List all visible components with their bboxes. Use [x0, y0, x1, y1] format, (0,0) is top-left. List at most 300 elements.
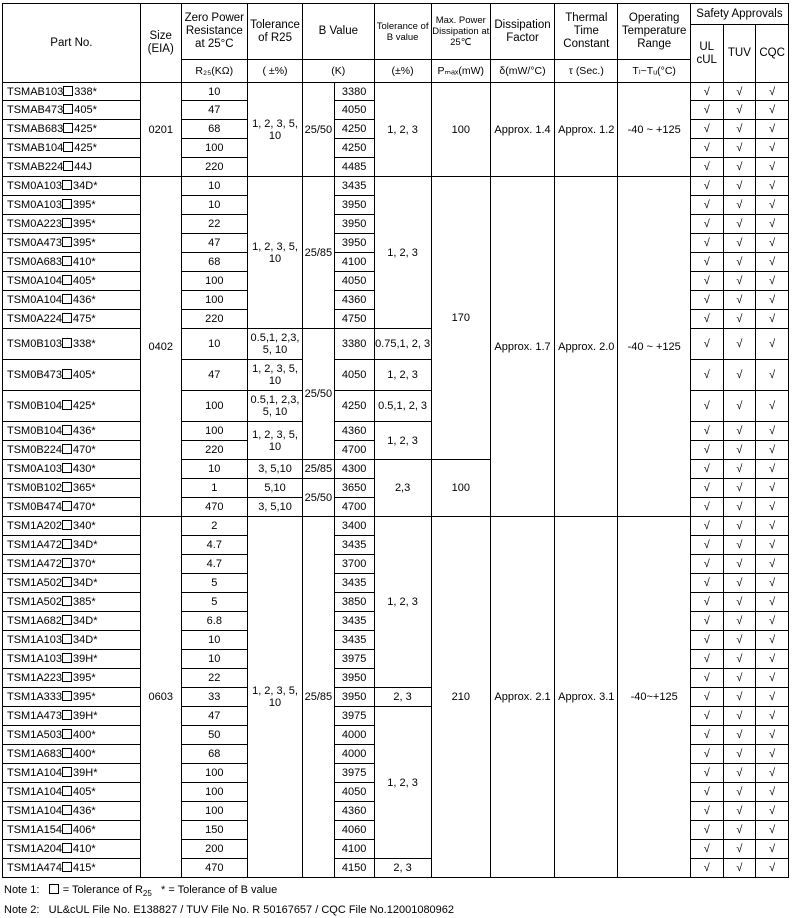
pmax-g2a: 170: [431, 177, 490, 460]
r25-value: 47: [181, 360, 247, 391]
tolerance-box-icon: [62, 596, 72, 606]
r25-value: 470: [181, 859, 247, 878]
tol-r25-g3: 1, 2, 3, 5, 10: [247, 517, 302, 878]
part-suffix: 34D*: [73, 180, 98, 192]
r25-value: 68: [181, 253, 247, 272]
approval-check-icon: √: [756, 840, 789, 859]
part-suffix: 395*: [73, 691, 96, 703]
part-prefix: TSM0A223: [7, 218, 63, 230]
part-suffix: 395*: [73, 199, 96, 211]
approval-check-icon: √: [756, 422, 789, 441]
tolerance-box-icon: [62, 843, 72, 853]
table-row: [3, 83, 789, 101]
approval-check-icon: √: [723, 498, 756, 517]
b-value: 3950: [334, 669, 374, 688]
part-suffix: 425*: [74, 123, 97, 135]
tolerance-box-icon: [62, 199, 72, 209]
approval-check-icon: √: [723, 726, 756, 745]
r25-value: 100: [181, 272, 247, 291]
r25-value: 10: [181, 329, 247, 360]
part-prefix: TSM0A104: [7, 294, 63, 306]
approval-check-icon: √: [690, 859, 723, 878]
part-prefix: TSMAB473: [7, 104, 64, 116]
approval-check-icon: √: [723, 391, 756, 422]
tol-b-g3a: 1, 2, 3: [374, 517, 431, 688]
approval-check-icon: √: [690, 726, 723, 745]
approval-check-icon: √: [723, 688, 756, 707]
part-prefix: TSM1A104: [7, 805, 63, 817]
r25-value: 100: [181, 291, 247, 310]
tol-b-r13: 0.75,1, 2, 3: [374, 329, 431, 360]
approval-check-icon: √: [723, 517, 756, 536]
part-prefix: TSM0A103: [7, 199, 63, 211]
b-value: 3435: [334, 177, 374, 196]
r25-value: 68: [181, 745, 247, 764]
approval-check-icon: √: [690, 631, 723, 650]
part-prefix: TSM1A223: [7, 672, 63, 684]
approval-check-icon: √: [756, 272, 789, 291]
approval-check-icon: √: [723, 253, 756, 272]
approval-check-icon: √: [756, 821, 789, 840]
approval-check-icon: √: [723, 234, 756, 253]
part-no: [3, 83, 141, 101]
part-suffix: 400*: [73, 748, 96, 760]
part-no: [3, 840, 141, 859]
approval-check-icon: √: [723, 139, 756, 158]
part-prefix: TSM0B104: [7, 400, 63, 412]
part-prefix: TSM0A224: [7, 313, 63, 325]
part-suffix: 405*: [73, 786, 96, 798]
b-value: 3950: [334, 688, 374, 707]
b-value: 4250: [334, 120, 374, 139]
approval-check-icon: √: [690, 83, 723, 101]
pmax-g2b: 100: [431, 460, 490, 517]
approval-check-icon: √: [756, 196, 789, 215]
part-prefix: TSMAB103: [7, 85, 64, 98]
part-no: [3, 631, 141, 650]
part-no: [3, 802, 141, 821]
part-suffix: 406*: [73, 824, 96, 836]
approval-check-icon: √: [756, 101, 789, 120]
table-row: [3, 517, 789, 536]
part-prefix: TSM1A472: [7, 558, 63, 570]
header-max-power: Max. Power Dissipation at 25℃: [431, 4, 490, 60]
part-suffix: 44J: [74, 161, 92, 173]
part-prefix: TSM0B474: [7, 501, 63, 513]
part-no: [3, 177, 141, 196]
tolerance-box-icon: [62, 400, 72, 410]
approval-check-icon: √: [690, 802, 723, 821]
part-no: [3, 329, 141, 360]
part-no: [3, 441, 141, 460]
b-value: 3435: [334, 536, 374, 555]
r25-value: 5: [181, 593, 247, 612]
approval-check-icon: √: [723, 707, 756, 726]
bv-g2a: 25/85: [303, 177, 335, 329]
b-value: 4050: [334, 360, 374, 391]
tol-b-r15: 0.5,1, 2, 3: [374, 391, 431, 422]
b-value: 3850: [334, 593, 374, 612]
tol-b-r14: 1, 2, 3: [374, 360, 431, 391]
part-prefix: TSMAB104: [7, 142, 64, 154]
r25-value: 47: [181, 234, 247, 253]
approval-check-icon: √: [723, 821, 756, 840]
size-0402: 0402: [140, 177, 181, 517]
part-no: [3, 859, 141, 878]
unit-thermal: τ (Sec.): [555, 60, 618, 83]
part-prefix: TSM1A502: [7, 596, 63, 608]
approval-check-icon: √: [723, 272, 756, 291]
approval-check-icon: √: [756, 120, 789, 139]
header-thermal: Thermal Time Constant: [555, 4, 618, 60]
r25-value: 50: [181, 726, 247, 745]
tolerance-box-icon: [62, 862, 72, 872]
approval-check-icon: √: [723, 291, 756, 310]
part-prefix: TSM0A473: [7, 237, 63, 249]
unit-r25: R₂₅(KΩ): [181, 60, 247, 83]
approval-check-icon: √: [756, 555, 789, 574]
b-value: 4700: [334, 498, 374, 517]
approval-check-icon: √: [690, 840, 723, 859]
r25-value: 1: [181, 479, 247, 498]
b-value: 3700: [334, 555, 374, 574]
note-1-text: = Tolerance of R: [62, 884, 143, 896]
approval-check-icon: √: [756, 498, 789, 517]
approval-check-icon: √: [723, 101, 756, 120]
tolerance-box-icon: [62, 691, 72, 701]
r25-value: 68: [181, 120, 247, 139]
unit-operating: Tₗ~Tᵤ(°C): [618, 60, 690, 83]
r25-value: 200: [181, 840, 247, 859]
part-no: [3, 536, 141, 555]
tol-b-g3b: 2, 3: [374, 688, 431, 707]
approval-check-icon: √: [690, 821, 723, 840]
approval-check-icon: √: [690, 310, 723, 329]
header-b-value: B Value: [303, 4, 374, 60]
header-dissipation: Dissipation Factor: [490, 4, 554, 60]
part-suffix: 395*: [73, 218, 96, 230]
header-size: [140, 4, 181, 83]
b-value: 3950: [334, 234, 374, 253]
header-ul: UL: [699, 40, 715, 53]
tolerance-box-icon: [62, 615, 72, 625]
part-no: [3, 821, 141, 840]
tol-r25-r14: 1, 2, 3, 5, 10: [247, 360, 302, 391]
b-value: 3380: [334, 83, 374, 101]
tolerance-box-icon: [62, 748, 72, 758]
part-no: [3, 574, 141, 593]
approval-check-icon: √: [723, 120, 756, 139]
part-prefix: TSM0A103: [7, 463, 63, 475]
r25-value: 2: [181, 517, 247, 536]
tolerance-box-icon: [62, 520, 72, 530]
part-suffix: 405*: [73, 275, 96, 287]
table-row: [3, 177, 789, 196]
b-value: 3380: [334, 329, 374, 360]
r25-value: 100: [181, 802, 247, 821]
approval-check-icon: √: [723, 158, 756, 177]
approval-check-icon: √: [723, 764, 756, 783]
part-prefix: TSM0B102: [7, 482, 63, 494]
part-no: [3, 593, 141, 612]
tolerance-box-icon: [62, 634, 72, 644]
part-no: [3, 479, 141, 498]
b-value: 3650: [334, 479, 374, 498]
header-part-no: Part No.: [3, 4, 141, 83]
part-no: [3, 422, 141, 441]
part-no: [3, 272, 141, 291]
approval-check-icon: √: [690, 139, 723, 158]
r25-value: 22: [181, 669, 247, 688]
b-value: 3435: [334, 612, 374, 631]
approval-check-icon: √: [756, 83, 789, 101]
b-value: 3435: [334, 574, 374, 593]
tol-r25-r19: 5,10: [247, 479, 302, 498]
part-no: [3, 101, 141, 120]
part-no: [3, 650, 141, 669]
approval-check-icon: √: [690, 555, 723, 574]
b-value: 4250: [334, 391, 374, 422]
diss-g2: Approx. 1.7: [490, 177, 554, 517]
approval-check-icon: √: [690, 272, 723, 291]
bv-g3: 25/85: [303, 517, 335, 878]
approval-check-icon: √: [723, 669, 756, 688]
part-suffix: 338*: [73, 338, 96, 350]
part-suffix: 410*: [73, 843, 96, 855]
tolerance-box-icon: [62, 501, 72, 511]
unit-dissipation: δ(mW/°C): [490, 60, 554, 83]
approval-check-icon: √: [756, 612, 789, 631]
part-suffix: 395*: [73, 237, 96, 249]
r25-value: 100: [181, 422, 247, 441]
tolerance-box-icon: [63, 123, 73, 133]
part-no: [3, 669, 141, 688]
approval-check-icon: √: [756, 593, 789, 612]
approval-check-icon: √: [690, 329, 723, 360]
bv-g2b: 25/50: [303, 329, 335, 460]
tol-b-g2a: 1, 2, 3: [374, 177, 431, 329]
approval-check-icon: √: [723, 215, 756, 234]
r25-value: 100: [181, 139, 247, 158]
approval-check-icon: √: [756, 745, 789, 764]
approval-check-icon: √: [690, 422, 723, 441]
part-prefix: TSM0B103: [7, 338, 63, 350]
part-suffix: 475*: [73, 313, 96, 325]
approval-check-icon: √: [690, 234, 723, 253]
approval-check-icon: √: [723, 83, 756, 101]
part-no: [3, 234, 141, 253]
approval-check-icon: √: [756, 574, 789, 593]
pmax-g3: 210: [431, 517, 490, 878]
op-g3: -40~+125: [618, 517, 690, 878]
part-prefix: TSM1A103: [7, 634, 63, 646]
r25-value: 10: [181, 177, 247, 196]
approval-check-icon: √: [723, 859, 756, 878]
tolerance-box-icon: [62, 338, 72, 348]
r25-value: 10: [181, 460, 247, 479]
part-no: [3, 196, 141, 215]
approval-check-icon: √: [690, 391, 723, 422]
tol-b-g3c: 1, 2, 3: [374, 707, 431, 859]
approval-check-icon: √: [723, 612, 756, 631]
approval-check-icon: √: [690, 498, 723, 517]
part-no: [3, 310, 141, 329]
header-tol-r25: Tolerance of R25: [247, 4, 302, 60]
approval-check-icon: √: [690, 783, 723, 802]
header-operating: Operating Temperature Range: [618, 4, 690, 60]
approval-check-icon: √: [690, 764, 723, 783]
part-suffix: 400*: [73, 729, 96, 741]
approval-check-icon: √: [690, 158, 723, 177]
approval-check-icon: √: [690, 120, 723, 139]
approval-check-icon: √: [690, 441, 723, 460]
approval-check-icon: √: [723, 479, 756, 498]
part-suffix: 395*: [73, 672, 96, 684]
part-prefix: TSM1A202: [7, 520, 63, 532]
part-no: [3, 460, 141, 479]
tol-r25-r15: 0.5,1, 2,3, 5, 10: [247, 391, 302, 422]
b-value: 4360: [334, 802, 374, 821]
approval-check-icon: √: [756, 360, 789, 391]
spec-table-container: [2, 3, 789, 878]
b-value: 3435: [334, 631, 374, 650]
approval-check-icon: √: [690, 479, 723, 498]
approval-check-icon: √: [723, 360, 756, 391]
tolerance-box-icon: [62, 237, 72, 247]
part-prefix: TSM1A502: [7, 577, 63, 589]
approval-check-icon: √: [723, 574, 756, 593]
part-prefix: TSMAB224: [7, 161, 64, 173]
part-prefix: TSM1A474: [7, 862, 63, 874]
part-no: [3, 783, 141, 802]
tolerance-box-icon: [62, 672, 72, 682]
part-suffix: 39H*: [73, 653, 98, 665]
tolerance-box-icon: [63, 104, 73, 114]
part-suffix: 470*: [73, 444, 96, 456]
part-suffix: 425*: [74, 142, 97, 154]
approval-check-icon: √: [756, 234, 789, 253]
approval-check-icon: √: [756, 479, 789, 498]
b-value: 4050: [334, 783, 374, 802]
part-suffix: 370*: [73, 558, 96, 570]
approval-check-icon: √: [690, 669, 723, 688]
part-prefix: TSM1A104: [7, 786, 63, 798]
approval-check-icon: √: [690, 593, 723, 612]
b-value: 4300: [334, 460, 374, 479]
approval-check-icon: √: [756, 707, 789, 726]
r25-value: 150: [181, 821, 247, 840]
part-no: [3, 498, 141, 517]
approval-check-icon: √: [723, 593, 756, 612]
r25-value: 100: [181, 391, 247, 422]
part-suffix: 436*: [73, 805, 96, 817]
approval-check-icon: √: [756, 253, 789, 272]
approval-check-icon: √: [756, 631, 789, 650]
b-value: 3975: [334, 764, 374, 783]
r25-value: 6.8: [181, 612, 247, 631]
r25-value: 10: [181, 650, 247, 669]
approval-check-icon: √: [690, 536, 723, 555]
b-value: 3950: [334, 215, 374, 234]
tolerance-box-icon: [62, 729, 72, 739]
part-prefix: TSM1A472: [7, 539, 63, 551]
r25-value: 220: [181, 441, 247, 460]
b-value: 4700: [334, 441, 374, 460]
part-prefix: TSM1A683: [7, 748, 63, 760]
b-value: 4060: [334, 821, 374, 840]
b-value: 4100: [334, 840, 374, 859]
part-suffix: 34D*: [73, 615, 98, 627]
header-cul: cUL: [696, 53, 717, 66]
pmax-g1: 100: [431, 83, 490, 177]
note-1-text2: * = Tolerance of B value: [161, 884, 278, 896]
approval-check-icon: √: [756, 158, 789, 177]
header-tol-b: Tolerance of B value: [374, 4, 431, 60]
approval-check-icon: √: [690, 574, 723, 593]
tolerance-box-icon: [62, 539, 72, 549]
part-no: [3, 555, 141, 574]
b-value: 4360: [334, 291, 374, 310]
r25-value: 5: [181, 574, 247, 593]
tolerance-box-icon: [62, 653, 72, 663]
r25-value: 47: [181, 101, 247, 120]
unit-tol-b: (±%): [374, 60, 431, 83]
approval-check-icon: √: [756, 783, 789, 802]
approval-check-icon: √: [690, 745, 723, 764]
approval-check-icon: √: [756, 177, 789, 196]
part-prefix: TSM1A204: [7, 843, 63, 855]
approval-check-icon: √: [756, 329, 789, 360]
part-suffix: 39H*: [73, 767, 98, 779]
diss-g3: Approx. 2.1: [490, 517, 554, 878]
tolerance-box-icon: [62, 805, 72, 815]
part-no: [3, 517, 141, 536]
approval-check-icon: √: [723, 441, 756, 460]
b-value: 4750: [334, 310, 374, 329]
tol-r25-g1: 1, 2, 3, 5, 10: [247, 83, 302, 177]
approval-check-icon: √: [690, 612, 723, 631]
part-prefix: TSM1A682: [7, 615, 63, 627]
tolerance-box-icon: [63, 86, 73, 96]
tol-b-g2d: 2,3: [374, 460, 431, 517]
approval-check-icon: √: [756, 291, 789, 310]
tol-r25-r20: 3, 5,10: [247, 498, 302, 517]
note-1-sub: 25: [142, 889, 152, 899]
part-no: [3, 158, 141, 177]
part-prefix: TSM0B224: [7, 444, 63, 456]
tol-r25-r16: 1, 2, 3, 5, 10: [247, 422, 302, 460]
approval-check-icon: √: [756, 650, 789, 669]
part-suffix: 338*: [74, 85, 97, 98]
r25-value: 22: [181, 215, 247, 234]
r25-value: 220: [181, 310, 247, 329]
part-suffix: 415*: [73, 862, 96, 874]
part-no: [3, 391, 141, 422]
unit-tol-r25: ( ±%): [247, 60, 302, 83]
part-suffix: 405*: [74, 104, 97, 116]
approval-check-icon: √: [690, 177, 723, 196]
r25-value: 47: [181, 707, 247, 726]
approval-check-icon: √: [690, 517, 723, 536]
r25-value: 4.7: [181, 555, 247, 574]
approval-check-icon: √: [723, 650, 756, 669]
r25-value: 10: [181, 83, 247, 101]
header-zero-power: Zero Power Resistance at 25°C: [181, 4, 247, 60]
tolerance-box-icon: [62, 824, 72, 834]
header-tuv: TUV: [723, 25, 756, 83]
b-value: 4050: [334, 272, 374, 291]
box-symbol-icon: [49, 884, 59, 894]
